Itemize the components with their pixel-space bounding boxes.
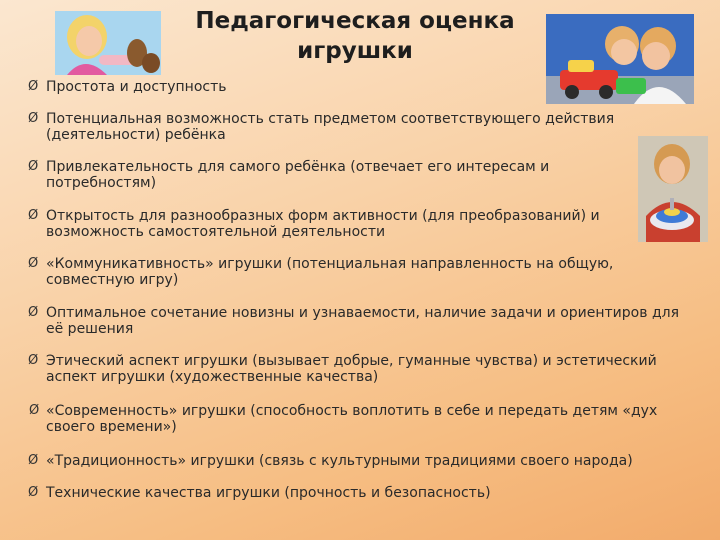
bullet-marker: Ø <box>28 353 39 368</box>
list-item <box>0 353 695 385</box>
list-item-text: Технические качества игрушки (прочность и безопасность) <box>46 485 491 501</box>
list-item-text: Оптимальное сочетание новизны и узнаваемости, наличие задачи и ориентиров для её решения <box>46 305 679 337</box>
list-item <box>0 208 650 240</box>
bullet-marker: Ø <box>28 485 39 500</box>
bullet-marker: Ø <box>28 159 39 174</box>
list-item-text: Этический аспект игрушки (вызывает добрые, гуманные чувства) и эстетический аспект игрушки (художественные качества) <box>46 353 657 385</box>
list-item <box>0 403 660 435</box>
bullet-marker: Ø <box>28 453 39 468</box>
list-item-text: Простота и доступность <box>46 79 227 95</box>
list-item-text: Открытость для разнообразных форм активности (для преобразований) и возможность самостоятельной деятельности <box>46 208 600 240</box>
list-item <box>0 256 680 288</box>
bullet-marker: Ø <box>28 79 39 94</box>
list-item <box>0 111 680 143</box>
list-item-text: «Современность» игрушки (способность воплотить в себе и передать детям «дух своего времени») <box>46 403 658 435</box>
slide-title-line-1: Педагогическая оценка <box>195 8 515 34</box>
slide-title-line-2: игрушки <box>297 38 413 64</box>
list-item-text: «Коммуникативность» игрушки (потенциальная направленность на общую, совместную игру) <box>46 256 614 288</box>
bullet-marker: Ø <box>28 256 39 271</box>
list-item-text: Привлекательность для самого ребёнка (отвечает его интересам и потребностям) <box>46 159 550 191</box>
list-item <box>0 305 690 337</box>
list-item <box>0 159 600 191</box>
bullet-marker: Ø <box>28 111 39 126</box>
list-item-text: «Традиционность» игрушки (связь с культурными традициями своего народа) <box>46 453 633 469</box>
bullet-marker: Ø <box>29 403 40 418</box>
list-item <box>0 485 600 501</box>
list-item <box>0 79 400 95</box>
bullet-marker: Ø <box>28 208 39 223</box>
bullet-marker: Ø <box>28 305 39 320</box>
list-item-text: Потенциальная возможность стать предметом соответствующего действия (деятельности) ребёнка <box>46 111 615 143</box>
list-item <box>0 453 690 469</box>
